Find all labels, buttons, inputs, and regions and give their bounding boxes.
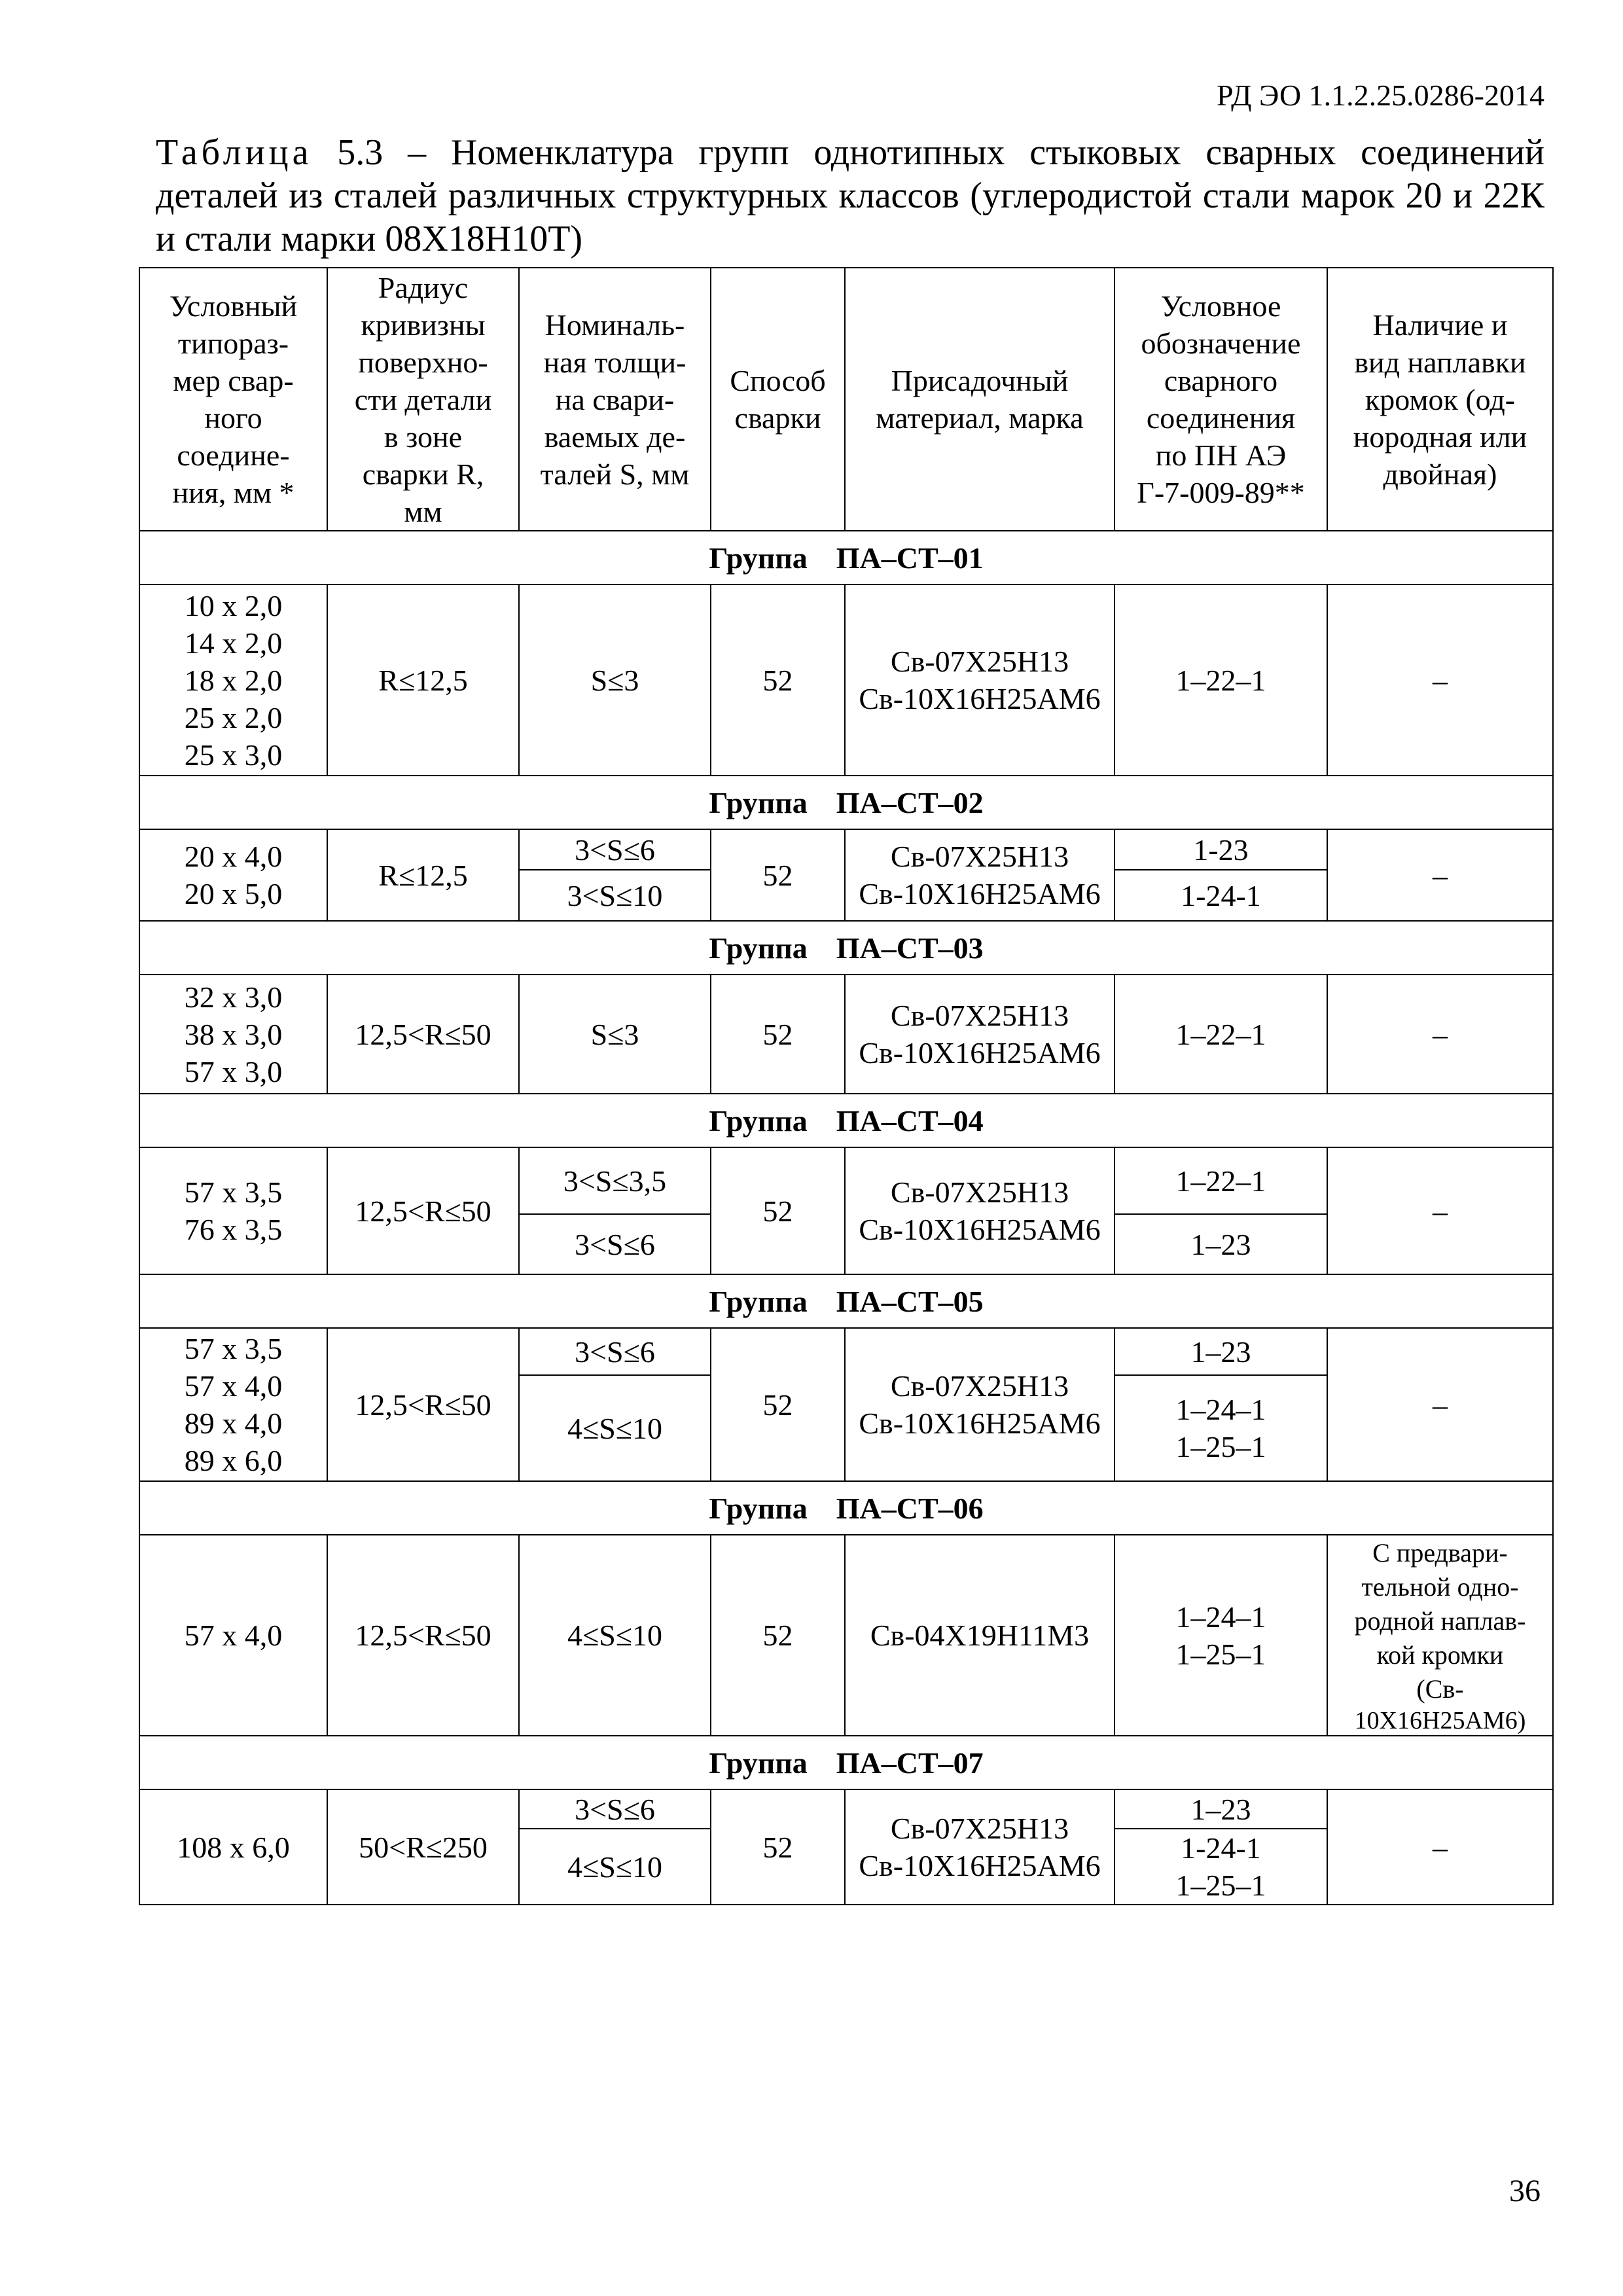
group-label: Группа <box>709 1103 808 1138</box>
radius-cell <box>327 584 519 776</box>
cladding-cell-text: – <box>1433 1388 1448 1422</box>
size-cell-text: 57 х 4,0 <box>184 1619 283 1652</box>
radius-cell <box>327 1789 519 1905</box>
size-cell <box>139 1535 327 1736</box>
thickness-cell-text: 3<S≤6 <box>575 1227 655 1261</box>
thickness-cell <box>519 584 711 776</box>
size-cell-text: 57 х 3,5 57 х 4,0 89 х 4,0 89 х 6,0 <box>184 1332 283 1477</box>
filler-cell-text: Св-04Х19Н11М3 <box>870 1619 1090 1652</box>
group-label: Группа <box>709 1746 808 1780</box>
joint-cell-text: 1–22–1 <box>1175 1017 1266 1051</box>
joint-cell-text: 1–22–1 <box>1175 663 1266 697</box>
thickness-cell-text: 3<S≤6 <box>575 1792 655 1826</box>
col-filler-header-text: Присадочный материал, марка <box>876 364 1084 435</box>
joint-cell-text: 1-23 <box>1193 833 1249 867</box>
method-cell <box>711 1328 845 1481</box>
thickness-cell <box>519 829 711 870</box>
group-label: Группа <box>709 785 808 819</box>
group-row <box>139 921 1553 975</box>
cladding-cell-text: – <box>1433 1194 1448 1228</box>
filler-cell-text: Св-07Х25Н13 Св-10Х16Н25АМ6 <box>859 840 1101 910</box>
radius-cell <box>327 829 519 921</box>
joint-cell-text: 1–23 <box>1190 1792 1251 1826</box>
cladding-cell <box>1327 1789 1553 1905</box>
radius-cell-text: R≤12,5 <box>378 858 468 892</box>
group-code: ПА–СТ–01 <box>836 541 984 575</box>
joint-cell <box>1115 1375 1327 1481</box>
thickness-cell-text: 4≤S≤10 <box>567 1619 663 1652</box>
method-cell-text: 52 <box>762 1388 793 1422</box>
method-cell-text: 52 <box>762 1194 793 1228</box>
group-title <box>139 531 1553 584</box>
joint-cell-text: 1–24–1 1–25–1 <box>1175 1393 1266 1463</box>
joint-cell <box>1115 1829 1327 1905</box>
group-label: Группа <box>709 1491 808 1525</box>
table-row <box>139 975 1553 1094</box>
filler-cell <box>845 829 1115 921</box>
col-size-header-text: Условный типораз- мер свар- ного соедине- ния, мм * <box>169 289 298 509</box>
joint-cell <box>1115 829 1327 870</box>
nomenclature-table <box>139 267 1554 1905</box>
table-row <box>139 1535 1553 1736</box>
joint-cell-text: 1–23 <box>1190 1227 1251 1261</box>
col-joint-header-text: Условное обозначение сварного соединения по ПН АЭ Г-7-009-89** <box>1137 289 1305 509</box>
group-title <box>139 1274 1553 1328</box>
group-code: ПА–СТ–05 <box>836 1284 984 1318</box>
radius-cell-text: R≤12,5 <box>378 663 468 697</box>
table-row <box>139 829 1553 870</box>
radius-cell-text: 12,5<R≤50 <box>355 1619 491 1652</box>
cladding-cell <box>1327 829 1553 921</box>
filler-cell-text: Св-07Х25Н13 Св-10Х16Н25АМ6 <box>859 1812 1101 1882</box>
cladding-cell-text: – <box>1433 663 1448 697</box>
size-cell <box>139 1328 327 1481</box>
col-radius-header <box>327 268 519 531</box>
group-title <box>139 921 1553 975</box>
joint-cell <box>1115 1328 1327 1375</box>
table-row <box>139 1147 1553 1214</box>
group-row <box>139 1736 1553 1789</box>
cladding-cell <box>1327 1535 1553 1736</box>
joint-cell-text: 1–23 <box>1190 1335 1251 1369</box>
radius-cell-text: 12,5<R≤50 <box>355 1388 491 1422</box>
thickness-cell-text: 4≤S≤10 <box>567 1411 663 1445</box>
thickness-cell <box>519 1375 711 1481</box>
group-title <box>139 1736 1553 1789</box>
group-row <box>139 776 1553 829</box>
joint-cell <box>1115 975 1327 1094</box>
joint-cell <box>1115 584 1327 776</box>
col-size-header <box>139 268 327 531</box>
group-row <box>139 1481 1553 1535</box>
col-joint-header <box>1115 268 1327 531</box>
thickness-cell-text: 3<S≤6 <box>575 833 655 867</box>
radius-cell <box>327 1147 519 1274</box>
cladding-cell <box>1327 975 1553 1094</box>
size-cell-text: 32 х 3,0 38 х 3,0 57 х 3,0 <box>184 980 283 1088</box>
group-title <box>139 776 1553 829</box>
method-cell <box>711 975 845 1094</box>
joint-cell-text: 1–22–1 <box>1175 1164 1266 1198</box>
method-cell-text: 52 <box>762 1619 793 1652</box>
joint-cell <box>1115 1789 1327 1829</box>
thickness-cell <box>519 1829 711 1905</box>
size-cell <box>139 975 327 1094</box>
method-cell <box>711 1535 845 1736</box>
size-cell-text: 10 х 2,0 14 х 2,0 18 х 2,0 25 х 2,0 25 х 3,0 <box>184 588 283 772</box>
joint-cell-text: 1-24-1 1–25–1 <box>1175 1831 1266 1902</box>
method-cell-text: 52 <box>762 858 793 892</box>
joint-cell <box>1115 1214 1327 1274</box>
page-number: 36 <box>1509 2174 1541 2208</box>
col-method-header <box>711 268 845 531</box>
cladding-cell <box>1327 584 1553 776</box>
group-code: ПА–СТ–03 <box>836 931 984 965</box>
caption-text: 5.3 – Номенклатура групп однотипных стыковых сварных соединений деталей из сталей различных структурных классов (углеродистой стали марок 20 и 22К и стали марки 08Х18Н10Т) <box>156 132 1545 259</box>
table-row <box>139 1789 1553 1829</box>
thickness-cell-text: 3<S≤10 <box>567 878 663 912</box>
radius-cell <box>327 1535 519 1736</box>
filler-cell <box>845 975 1115 1094</box>
filler-cell-text: Св-07Х25Н13 Св-10Х16Н25АМ6 <box>859 999 1101 1069</box>
thickness-cell <box>519 870 711 921</box>
col-thickness-header-text: Номиналь- ная толщи- на свари- ваемых де- талей S, мм <box>540 308 690 491</box>
size-cell-text: 57 х 3,5 76 х 3,5 <box>184 1175 283 1246</box>
filler-cell-text: Св-07Х25Н13 Св-10Х16Н25АМ6 <box>859 645 1101 715</box>
size-cell-text: 108 х 6,0 <box>177 1830 290 1864</box>
size-cell <box>139 1789 327 1905</box>
thickness-cell <box>519 1789 711 1829</box>
table-caption <box>156 131 1544 260</box>
group-code: ПА–СТ–02 <box>836 785 984 819</box>
filler-cell <box>845 1328 1115 1481</box>
joint-cell <box>1115 870 1327 921</box>
group-row <box>139 1094 1553 1147</box>
method-cell <box>711 584 845 776</box>
group-label: Группа <box>709 1284 808 1318</box>
caption-label: Таблица <box>156 132 313 173</box>
filler-cell <box>845 584 1115 776</box>
cladding-cell-text: – <box>1433 1830 1448 1864</box>
method-cell <box>711 1789 845 1905</box>
filler-cell-text: Св-07Х25Н13 Св-10Х16Н25АМ6 <box>859 1369 1101 1440</box>
method-cell-text: 52 <box>762 1017 793 1051</box>
size-cell <box>139 829 327 921</box>
thickness-cell <box>519 1535 711 1736</box>
filler-cell <box>845 1535 1115 1736</box>
group-code: ПА–СТ–04 <box>836 1103 984 1138</box>
size-cell <box>139 584 327 776</box>
table-row <box>139 584 1553 776</box>
col-cladding-header <box>1327 268 1553 531</box>
thickness-cell-text: 3<S≤3,5 <box>563 1164 667 1198</box>
group-label: Группа <box>709 541 808 575</box>
cladding-cell-text: – <box>1433 1017 1448 1051</box>
cladding-cell-text: – <box>1433 858 1448 892</box>
table-body <box>139 531 1553 1905</box>
cladding-cell-text: С предвари- тельной одно- родной наплав- кой кромки (Св- 10Х16Н25АМ6) <box>1354 1537 1526 1734</box>
col-method-header-text: Способ сварки <box>730 364 826 435</box>
col-thickness-header <box>519 268 711 531</box>
col-radius-header-text: Радиус кривизны поверхно- сти детали в зоне сварки R, мм <box>354 270 492 528</box>
table-header <box>139 268 1553 531</box>
col-cladding-header-text: Наличие и вид наплавки кромок (од- нородная или двойная) <box>1353 308 1527 491</box>
group-row <box>139 1274 1553 1328</box>
thickness-cell-text: 4≤S≤10 <box>567 1850 663 1884</box>
radius-cell <box>327 1328 519 1481</box>
group-code: ПА–СТ–06 <box>836 1491 984 1525</box>
group-title <box>139 1094 1553 1147</box>
cladding-cell <box>1327 1328 1553 1481</box>
document-code: РД ЭО 1.1.2.25.0286-2014 <box>1217 79 1544 112</box>
col-filler-header <box>845 268 1115 531</box>
method-cell-text: 52 <box>762 663 793 697</box>
size-cell-text: 20 х 4,0 20 х 5,0 <box>184 840 283 910</box>
thickness-cell-text: S≤3 <box>590 1017 639 1051</box>
method-cell <box>711 1147 845 1274</box>
joint-cell <box>1115 1147 1327 1214</box>
filler-cell <box>845 1789 1115 1905</box>
cladding-cell <box>1327 1147 1553 1274</box>
thickness-cell <box>519 1214 711 1274</box>
filler-cell-text: Св-07Х25Н13 Св-10Х16Н25АМ6 <box>859 1175 1101 1246</box>
header-row <box>139 268 1553 531</box>
radius-cell <box>327 975 519 1094</box>
thickness-cell-text: 3<S≤6 <box>575 1335 655 1369</box>
group-row <box>139 531 1553 584</box>
group-label: Группа <box>709 931 808 965</box>
joint-cell-text: 1-24-1 <box>1181 878 1261 912</box>
radius-cell-text: 12,5<R≤50 <box>355 1017 491 1051</box>
group-title <box>139 1481 1553 1535</box>
thickness-cell <box>519 1328 711 1375</box>
radius-cell-text: 50<R≤250 <box>359 1830 488 1864</box>
thickness-cell <box>519 1147 711 1214</box>
method-cell <box>711 829 845 921</box>
size-cell <box>139 1147 327 1274</box>
filler-cell <box>845 1147 1115 1274</box>
table-row <box>139 1328 1553 1375</box>
thickness-cell <box>519 975 711 1094</box>
method-cell-text: 52 <box>762 1830 793 1864</box>
joint-cell <box>1115 1535 1327 1736</box>
radius-cell-text: 12,5<R≤50 <box>355 1194 491 1228</box>
group-code: ПА–СТ–07 <box>836 1746 984 1780</box>
joint-cell-text: 1–24–1 1–25–1 <box>1175 1600 1266 1671</box>
thickness-cell-text: S≤3 <box>590 663 639 697</box>
